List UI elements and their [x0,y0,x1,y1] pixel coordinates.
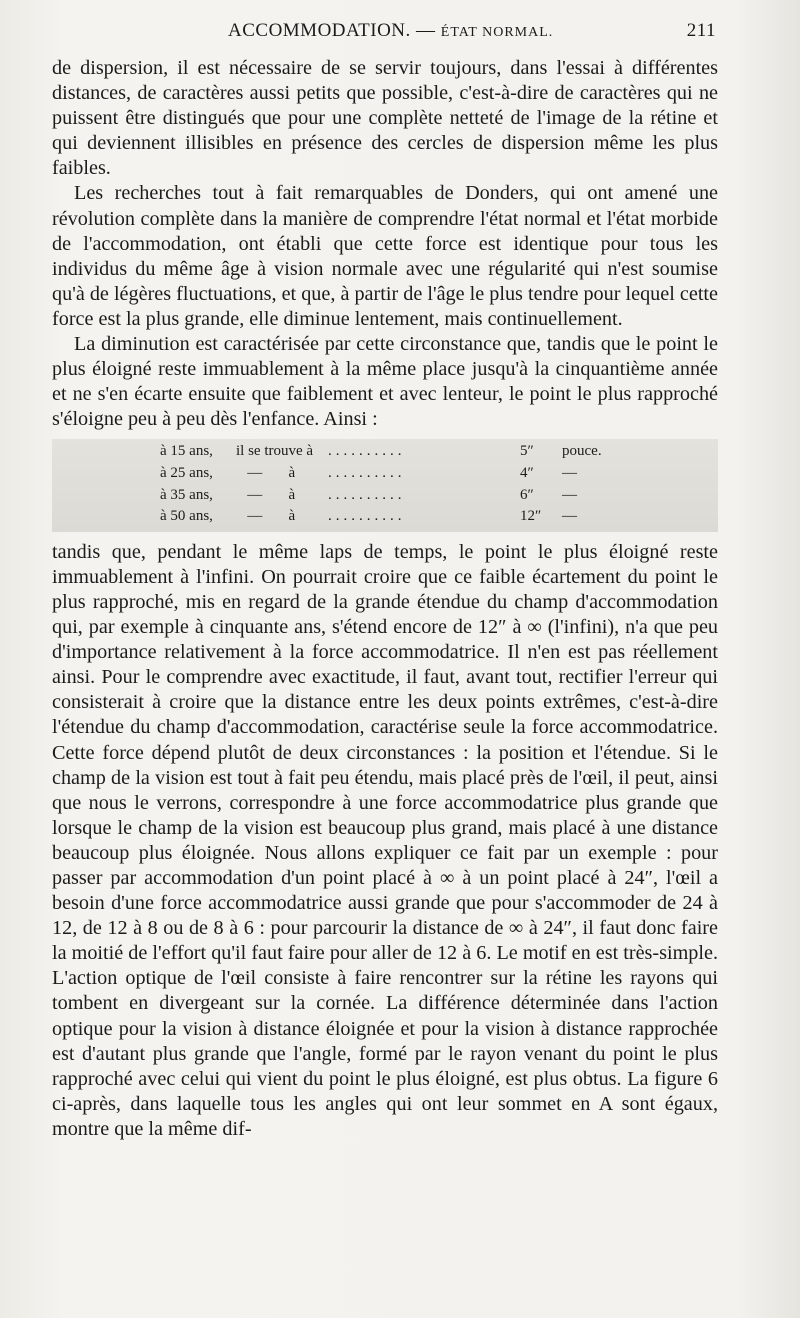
table-unit: — [562,508,577,525]
table-age: à 35 ans, [160,486,213,503]
page-number: 211 [686,20,716,41]
table-unit: — [562,486,577,503]
table-middle: — à [236,508,296,525]
table-leader: .......... [328,443,406,460]
table-row [52,485,718,507]
paragraph-2: Les recherches tout à fait remarquables de Donders, qui ont amené une révolution complète dans la manière de comprendre l'état normal et l'état morbide de l'accommodation, ont établi que cette force est identique pour tous les individus du même âge à vision normale avec une régularité qui n'est soumise qu'à de légères fluctuations, et que, à partir de l'âge le plus tendre pour lequel cette force est la plus grande, elle diminue lentement, mais continuellement. [52,182,718,330]
running-title-dash: — [410,20,441,41]
table-age: à 15 ans, [160,443,213,460]
paragraph-4: tandis que, pendant le même laps de temps, le point le plus éloigné reste immuablement à l'infini. On pourrait croire que ce faible écartement du point le plus rapproché, mis en regard de la grande étendue du champ d'accommodation qui, par exemple à cinquante ans, s'étend encore de 12″ à ∞ (l'infini), n'a que peu d'importance relativement à la force accommodatrice. Il n'en est pas réellement ainsi. Pour le comprendre avec exactitude, il faut, avant tout, rectifier l'erreur qui consisterait à croire que la distance entre les deux points extrêmes, c'est-à-dire l'étendue du champ d'accommodation, caractérise seule la force accommodatrice. Cette force dépend plutôt de deux circonstances : la position et l'étendue. Si le champ de la vision est tout à fait peu étendu, mais placé près de l'œil, il peut, ainsi que nous le verrons, correspondre à une force accommodatrice plus grande que lorsque le champ de la vision est beaucoup plus grand, mais placé à une distance beaucoup plus éloignée. Nous allons expliquer ce fait par un exemple : pour passer par accommodation d'un point placé à ∞ à un point placé à 24″, l'œil a besoin d'une force accommodatrice aussi grande que pour s'accommoder de 24 à 12, de 12 à 8 ou de 8 à 6 : pour parcourir la distance de ∞ à 24″, il faut donc faire la moitié de l'effort qu'il faut faire pour aller de 12 à 6. Le motif en est très-simple. L'action optique de l'œil consiste à faire rencontrer sur la rétine les rayons qui tombent en divergeant sur la cornée. La différence déterminée dans l'action optique pour la vision à distance éloignée et pour la vision à distance rapprochée est d'autant plus grande que l'angle, formé par le rayon venant du point le plus rapproché avec celui qui vient du point le plus éloigné, est plus obtus. La figure 6 ci-après, dans laquelle tous les angles qui ont leur sommet en A sont égaux, montre que la même dif- [52,540,718,1140]
table-leader: .......... [328,508,406,525]
paragraph-3: La diminution est caractérisée par cette circonstance que, tandis que le point le plus éloigné reste immuablement à la même place jusqu'à la cinquantième année et ne s'en écarte ensuite que faiblement et avec lenteur, le point le plus rapproché s'éloigne peu à peu dès l'enfance. Ainsi : [52,333,718,431]
table-unit: pouce. [562,443,602,460]
table-value: 12″ [520,508,542,525]
body-text [52,56,718,1142]
table-age: à 25 ans, [160,465,213,481]
table-middle: il se trouve à [236,443,314,460]
table-row [52,506,718,528]
table-row [52,463,718,485]
table-value: 4″ [520,465,534,481]
table-middle: — à [236,486,296,503]
table-unit: — [562,465,577,481]
running-header [52,20,716,48]
running-title-main: ACCOMMODATION. [228,20,411,41]
table-value: 6″ [520,486,534,503]
table-leader: .......... [328,486,406,503]
table-row [52,441,718,463]
running-title-sub: ÉTAT NORMAL. [440,25,554,40]
paragraph-1: de dispersion, il est nécessaire de se servir toujours, dans l'essai à différentes distances, de caractères aussi petits que possible, c'est-à-dire de caractères qui ne puissent être distingués que pour une complète netteté de l'image de la rétine et qui deviennent illisibles en présence des cercles de dispersion même les plus faibles. [52,57,718,180]
accommodation-table [52,439,718,531]
table-age: à 50 ans, [160,508,213,525]
table-middle: — à [236,465,296,481]
table-value: 5″ [520,443,534,460]
running-title [228,20,553,42]
table-leader: .......... [328,465,406,481]
